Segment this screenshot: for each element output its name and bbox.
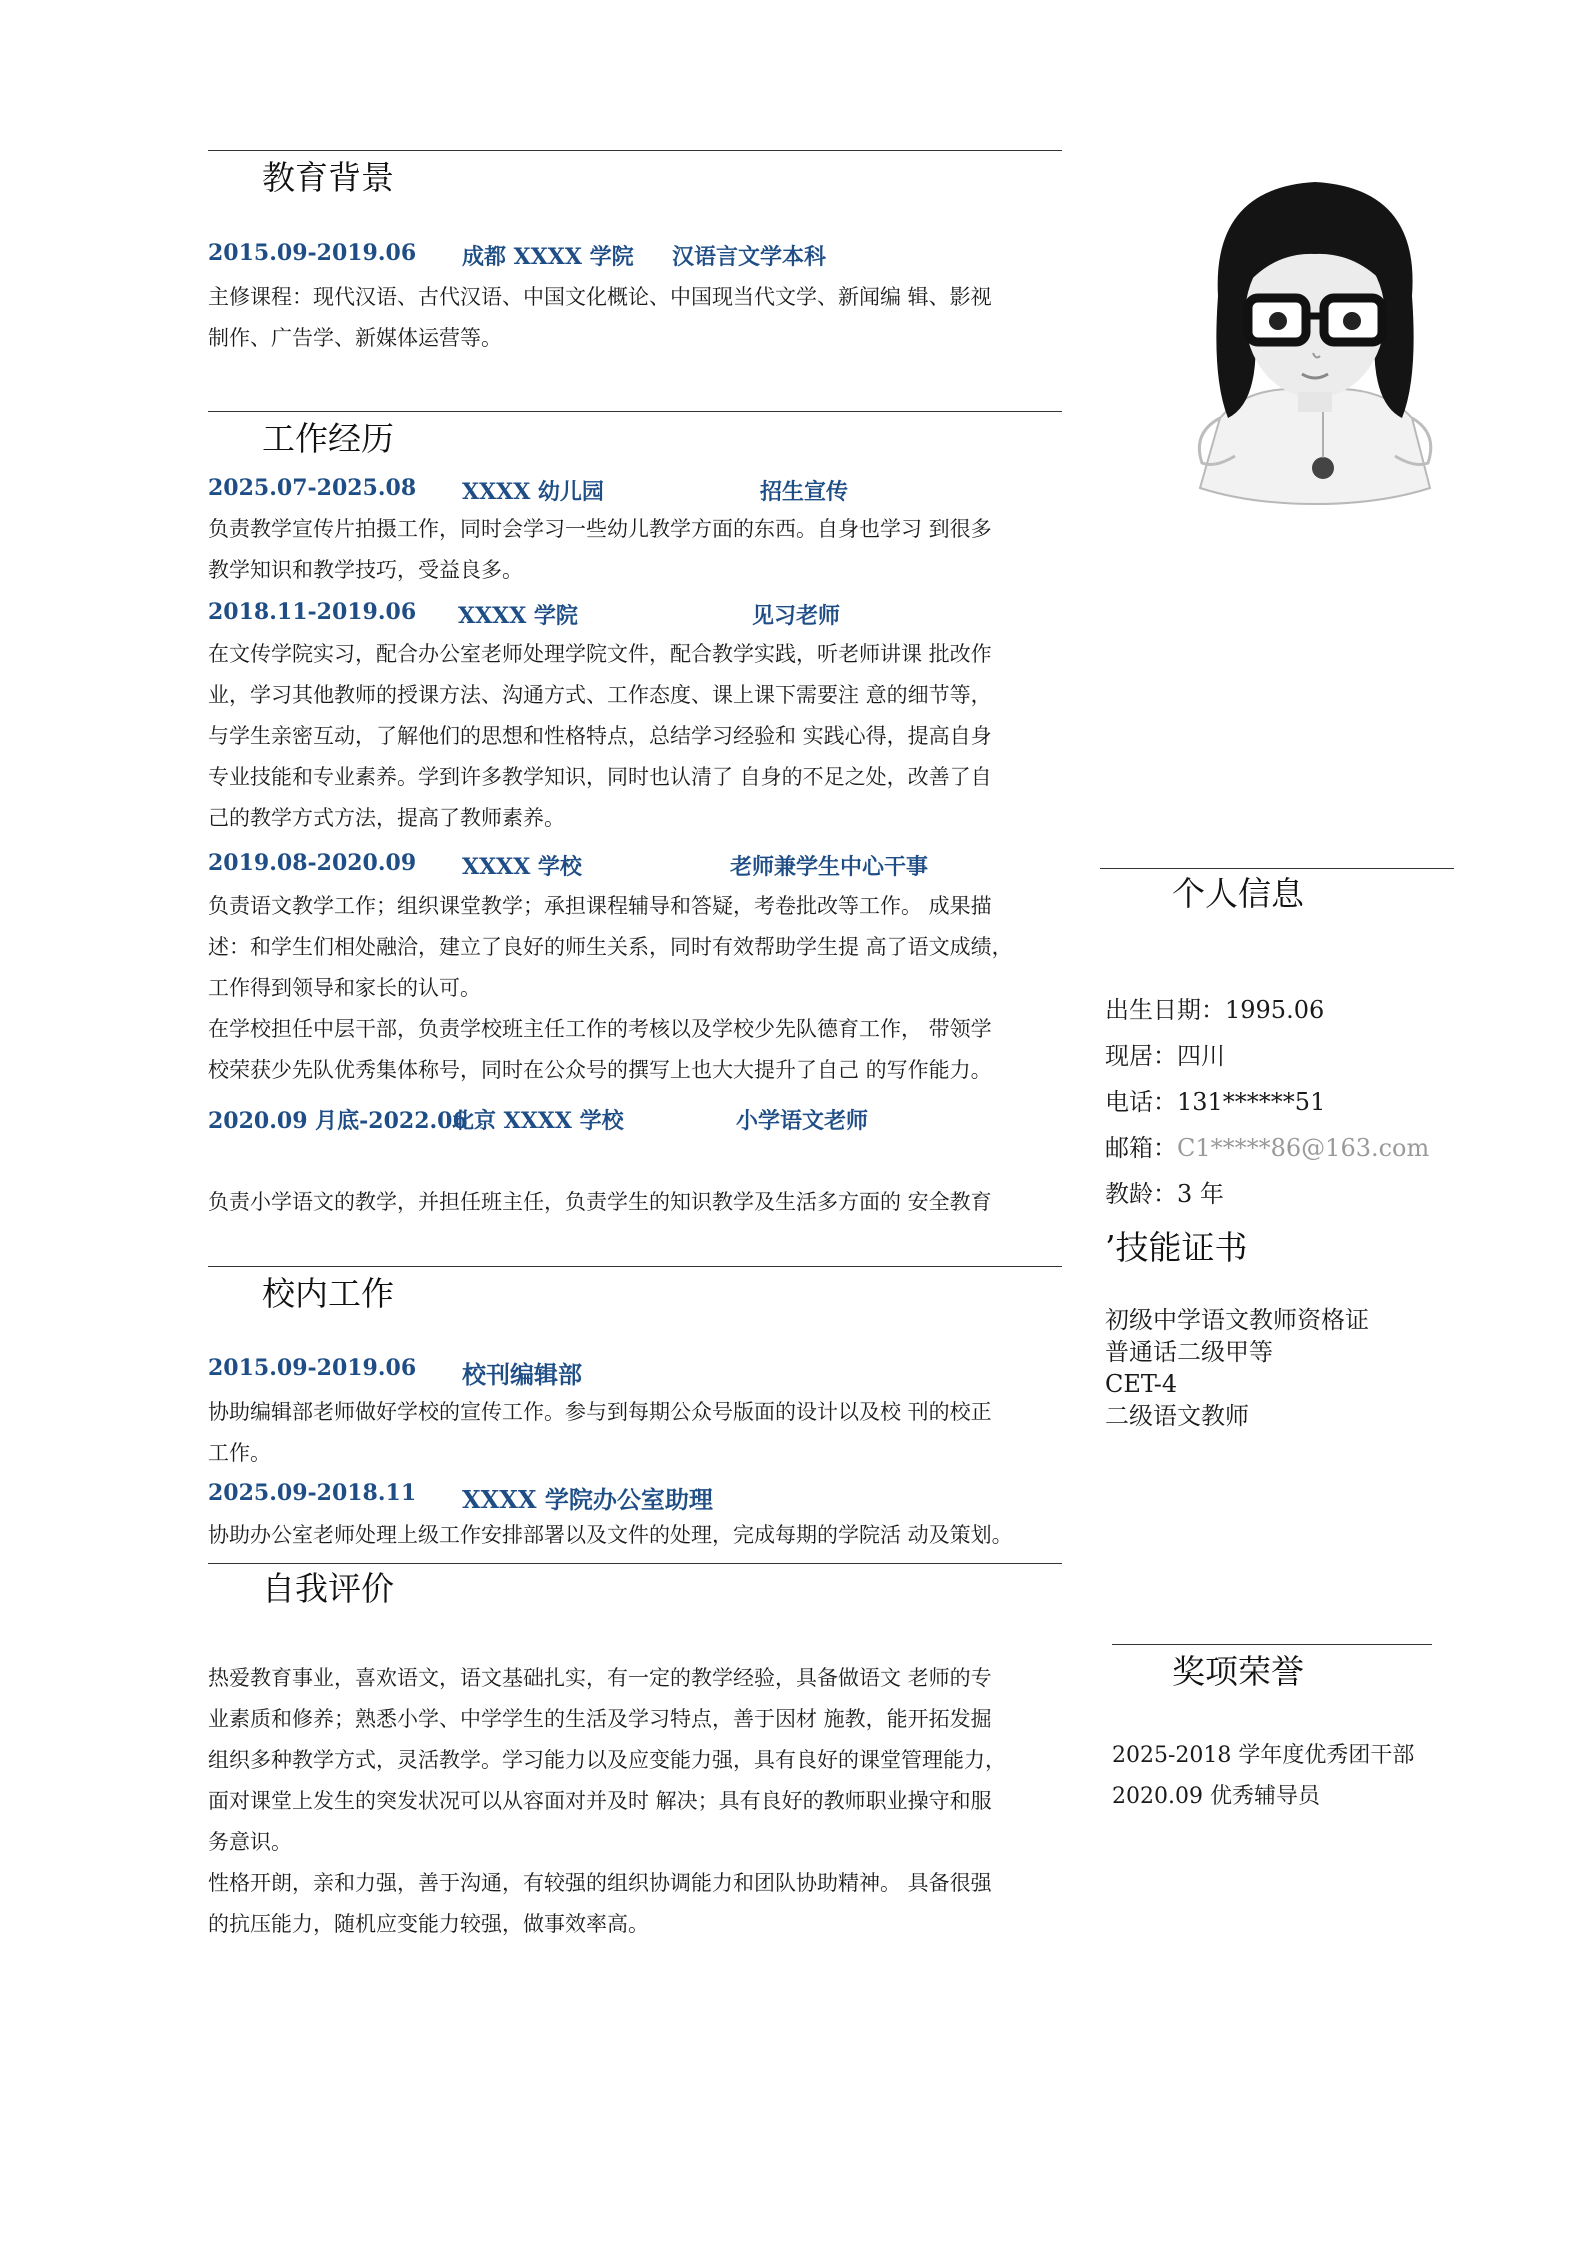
work-desc-line: 在文传学院实习，配合办公室老师处理学院文件，配合教学实践，听老师讲课 批改作 <box>208 642 992 666</box>
work-item-role: 老师兼学生中心干事 <box>730 854 929 880</box>
work-desc-line: 负责语文教学工作；组织课堂教学；承担课程辅导和答疑，考卷批改等工作。 成果描 <box>208 894 992 918</box>
work-item-role: 招生宣传 <box>760 479 849 505</box>
campus-item-desc <box>208 1392 1062 1474</box>
self-desc-line: 组织多种教学方式，灵活教学。学习能力以及应变能力强，具有良好的课堂管理能力， <box>208 1748 1006 1772</box>
education-school: 成都 XXXX 学院 <box>462 244 634 270</box>
work-item-org: XXXX 幼儿园 <box>462 479 604 505</box>
campus-desc-line: 协助办公室老师处理上级工作安排部署以及文件的处理，完成每期的学院活 动及策划。 <box>208 1523 1013 1547</box>
work-desc-line: 校荣获少先队优秀集体称号，同时在公众号的撰写上也大大提升了自己 的写作能力。 <box>208 1058 992 1082</box>
campus-title: 校内工作 <box>262 1274 394 1313</box>
education-title: 教育背景 <box>262 158 394 197</box>
work-desc-line: 述：和学生们相处融洽，建立了良好的师生关系，同时有效帮助学生提 高了语文成绩， <box>208 935 1013 959</box>
self-title: 自我评价 <box>262 1569 394 1608</box>
campus-item-date: 2015.09-2019.06 <box>208 1355 417 1381</box>
work-item-org: XXXX 学院 <box>458 603 578 629</box>
campus-desc-line: 工作。 <box>208 1441 271 1465</box>
education-date: 2015.09-2019.06 <box>208 240 417 266</box>
work-item-org: XXXX 学校 <box>462 854 582 880</box>
avatar <box>1180 168 1450 508</box>
email-value: C1*****86@163.com <box>1177 1134 1430 1162</box>
work-desc-line: 教学知识和教学技巧，受益良多。 <box>208 558 523 582</box>
education-major: 汉语言文学本科 <box>672 244 827 270</box>
work-item-date: 2018.11-2019.06 <box>208 599 417 625</box>
skills-title: ’技能证书 <box>1105 1228 1248 1267</box>
campus-desc-line: 协助编辑部老师做好学校的宣传工作。参与到每期公众号版面的设计以及校 刊的校正 <box>208 1400 992 1424</box>
email-label: 邮箱： <box>1105 1134 1177 1162</box>
campus-item-org: XXXX 学院办公室助理 <box>462 1485 713 1514</box>
personal-years: 教龄：3 年 <box>1105 1180 1224 1208</box>
self-desc-line: 面对课堂上发生的突发状况可以从容面对并及时 解决；具有良好的教师职业操守和服 <box>208 1789 992 1813</box>
self-desc-line: 热爱教育事业，喜欢语文，语文基础扎实，有一定的教学经验，具备做语文 老师的专 <box>208 1666 992 1690</box>
skill-item: 普通话二级甲等 <box>1105 1338 1273 1366</box>
self-desc-line: 的抗压能力，随机应变能力较强，做事效率高。 <box>208 1912 649 1936</box>
skill-item: CET-4 <box>1105 1370 1178 1398</box>
work-item-date: 2019.08-2020.09 <box>208 850 417 876</box>
campus-item-date: 2025.09-2018.11 <box>208 1480 417 1506</box>
personal-residence: 现居：四川 <box>1105 1042 1225 1070</box>
campus-item-desc <box>208 1515 1062 1556</box>
self-desc-line: 业素质和修养；熟悉小学、中学学生的生活及学习特点，善于因材 施教，能开拓发掘 <box>208 1707 992 1731</box>
work-item-desc <box>208 886 1062 1091</box>
work-item-date: 2020.09 月底-2022.06 <box>208 1108 468 1134</box>
awards-list <box>1112 1735 1414 1817</box>
cartoon-girl-glasses-avatar-icon <box>1199 182 1430 504</box>
awards-title: 奖项荣誉 <box>1172 1652 1304 1691</box>
education-rule <box>208 150 1062 151</box>
work-desc-line: 专业技能和专业素养。学到许多教学知识，同时也认清了 自身的不足之处，改善了自 <box>208 765 992 789</box>
skills-list <box>1105 1304 1369 1432</box>
self-desc <box>208 1658 1062 1945</box>
work-item-date: 2025.07-2025.08 <box>208 475 417 501</box>
skill-item: 二级语文教师 <box>1105 1402 1249 1430</box>
work-item-desc <box>208 1182 1062 1223</box>
education-courses-line: 主修课程：现代汉语、古代汉语、中国文化概论、中国现当代文学、新闻编 辑、影视 <box>208 285 992 309</box>
work-desc-line: 工作得到领导和家长的认可。 <box>208 976 481 1000</box>
education-courses-line: 制作、广告学、新媒体运营等。 <box>208 326 502 350</box>
skill-item: 初级中学语文教师资格证 <box>1105 1306 1369 1334</box>
award-item: 2025-2018 学年度优秀团干部 <box>1112 1743 1415 1768</box>
work-item-role: 见习老师 <box>752 603 841 629</box>
self-desc-line: 性格开朗，亲和力强，善于沟通，有较强的组织协调能力和团队协助精神。 具备很强 <box>208 1871 992 1895</box>
work-item-role: 小学语文老师 <box>736 1108 869 1134</box>
work-item-desc <box>208 634 1062 839</box>
work-desc-line: 负责小学语文的教学，并担任班主任，负责学生的知识教学及生活多方面的 安全教育 <box>208 1190 992 1214</box>
campus-item-org: 校刊编辑部 <box>462 1360 582 1389</box>
award-item: 2020.09 优秀辅导员 <box>1112 1784 1320 1809</box>
work-title: 工作经历 <box>262 419 394 458</box>
work-desc-line: 在学校担任中层干部，负责学校班主任工作的考核以及学校少先队德育工作， 带领学 <box>208 1017 992 1041</box>
education-courses <box>208 277 1062 359</box>
work-item-desc <box>208 509 1062 591</box>
personal-phone: 电话：131******51 <box>1105 1088 1326 1116</box>
work-desc-line: 负责教学宣传片拍摄工作，同时会学习一些幼儿教学方面的东西。自身也学习 到很多 <box>208 517 992 541</box>
work-item-org: 北京 XXXX 学校 <box>452 1108 624 1134</box>
personal-birth: 出生日期：1995.06 <box>1105 996 1325 1024</box>
awards-rule <box>1112 1644 1432 1645</box>
work-rule <box>208 411 1062 412</box>
campus-rule <box>208 1266 1062 1267</box>
work-desc-line: 己的教学方式方法，提高了教师素养。 <box>208 806 565 830</box>
personal-email <box>1105 1128 1429 1163</box>
personal-title: 个人信息 <box>1172 874 1304 913</box>
work-desc-line: 业，学习其他教师的授课方法、沟通方式、工作态度、课上课下需要注 意的细节等， <box>208 683 992 707</box>
self-desc-line: 务意识。 <box>208 1830 292 1854</box>
work-desc-line: 与学生亲密互动，了解他们的思想和性格特点，总结学习经验和 实践心得，提高自身 <box>208 724 992 748</box>
